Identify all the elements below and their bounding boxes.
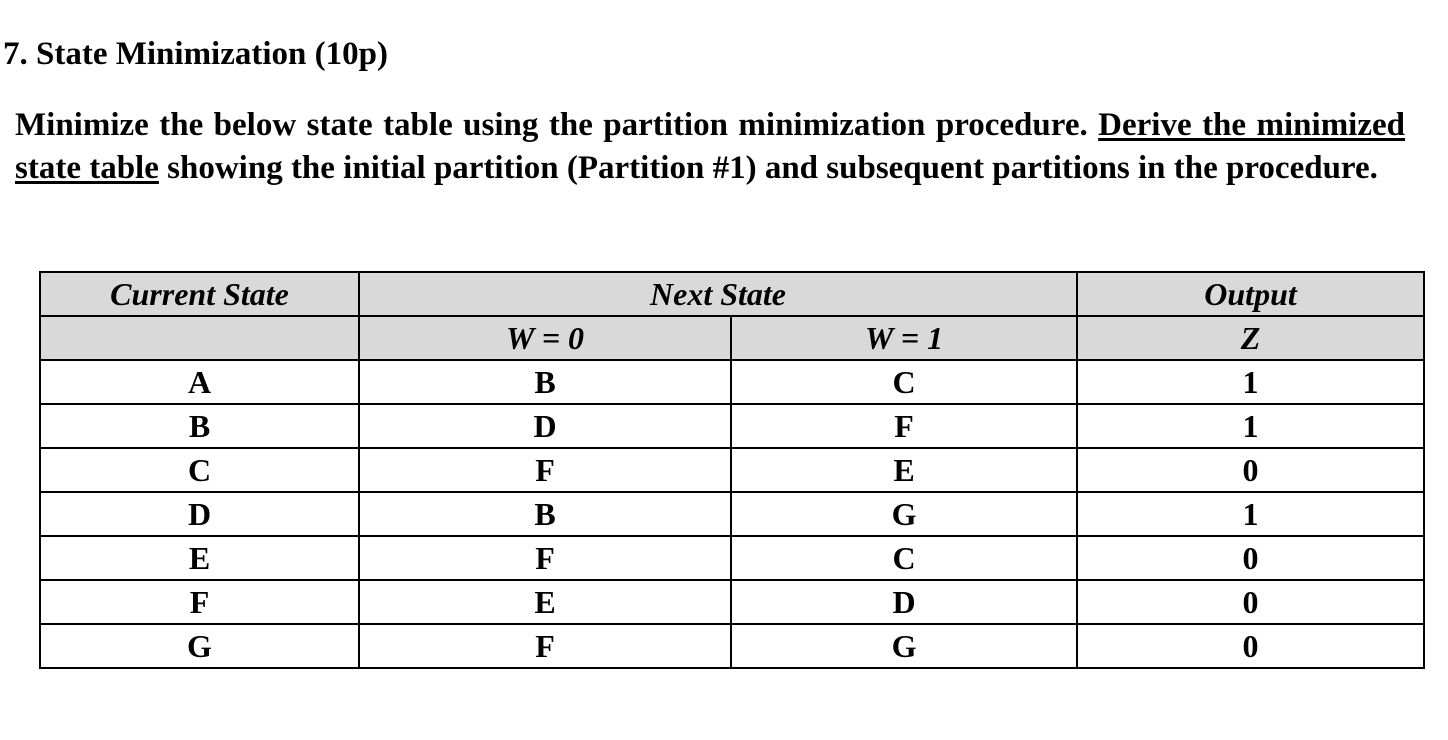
cell-next-w0: B <box>359 360 731 404</box>
header-w0: W = 0 <box>359 316 731 360</box>
cell-next-w0: E <box>359 580 731 624</box>
table-row <box>40 536 1424 580</box>
table-row <box>40 404 1424 448</box>
table-row <box>40 360 1424 404</box>
table-row <box>40 448 1424 492</box>
instructions-text-start: Minimize the below state table using the partition minimization procedure. <box>15 107 1099 143</box>
cell-next-w1: G <box>731 492 1077 536</box>
cell-current-state: D <box>40 492 359 536</box>
cell-next-w0: D <box>359 404 731 448</box>
cell-output-z: 1 <box>1077 404 1424 448</box>
cell-current-state: C <box>40 448 359 492</box>
header-w1: W = 1 <box>731 316 1077 360</box>
instructions-underlined-text: Derive the minimized state table <box>15 107 1405 186</box>
cell-current-state: B <box>40 404 359 448</box>
cell-output-z: 1 <box>1077 360 1424 404</box>
cell-current-state: E <box>40 536 359 580</box>
cell-next-w0: B <box>359 492 731 536</box>
cell-next-w1: G <box>731 624 1077 668</box>
table-row <box>40 624 1424 668</box>
cell-output-z: 0 <box>1077 624 1424 668</box>
header-output: Output <box>1077 272 1424 316</box>
cell-output-z: 0 <box>1077 536 1424 580</box>
question-heading: 7. State Minimization (10p) <box>3 36 388 72</box>
header-current-state: Current State <box>40 272 359 316</box>
cell-next-w1: C <box>731 360 1077 404</box>
cell-next-w1: E <box>731 448 1077 492</box>
table-row <box>40 580 1424 624</box>
cell-next-w0: F <box>359 448 731 492</box>
cell-output-z: 0 <box>1077 448 1424 492</box>
cell-current-state: A <box>40 360 359 404</box>
cell-next-w0: F <box>359 624 731 668</box>
header-row-sub <box>40 316 1424 360</box>
cell-current-state: F <box>40 580 359 624</box>
header-next-state: Next State <box>359 272 1077 316</box>
state-table <box>39 271 1425 669</box>
cell-next-w1: D <box>731 580 1077 624</box>
table-row <box>40 492 1424 536</box>
cell-next-w1: F <box>731 404 1077 448</box>
cell-output-z: 1 <box>1077 492 1424 536</box>
cell-next-w0: F <box>359 536 731 580</box>
header-row-main <box>40 272 1424 316</box>
header-z: Z <box>1077 316 1424 360</box>
cell-next-w1: C <box>731 536 1077 580</box>
instructions-text-end: showing the initial partition (Partition #1) and subsequent partitions in the procedure. <box>158 150 1378 186</box>
cell-current-state: G <box>40 624 359 668</box>
header-current-state-sub <box>40 316 359 360</box>
cell-output-z: 0 <box>1077 580 1424 624</box>
instructions-paragraph <box>15 104 1405 190</box>
